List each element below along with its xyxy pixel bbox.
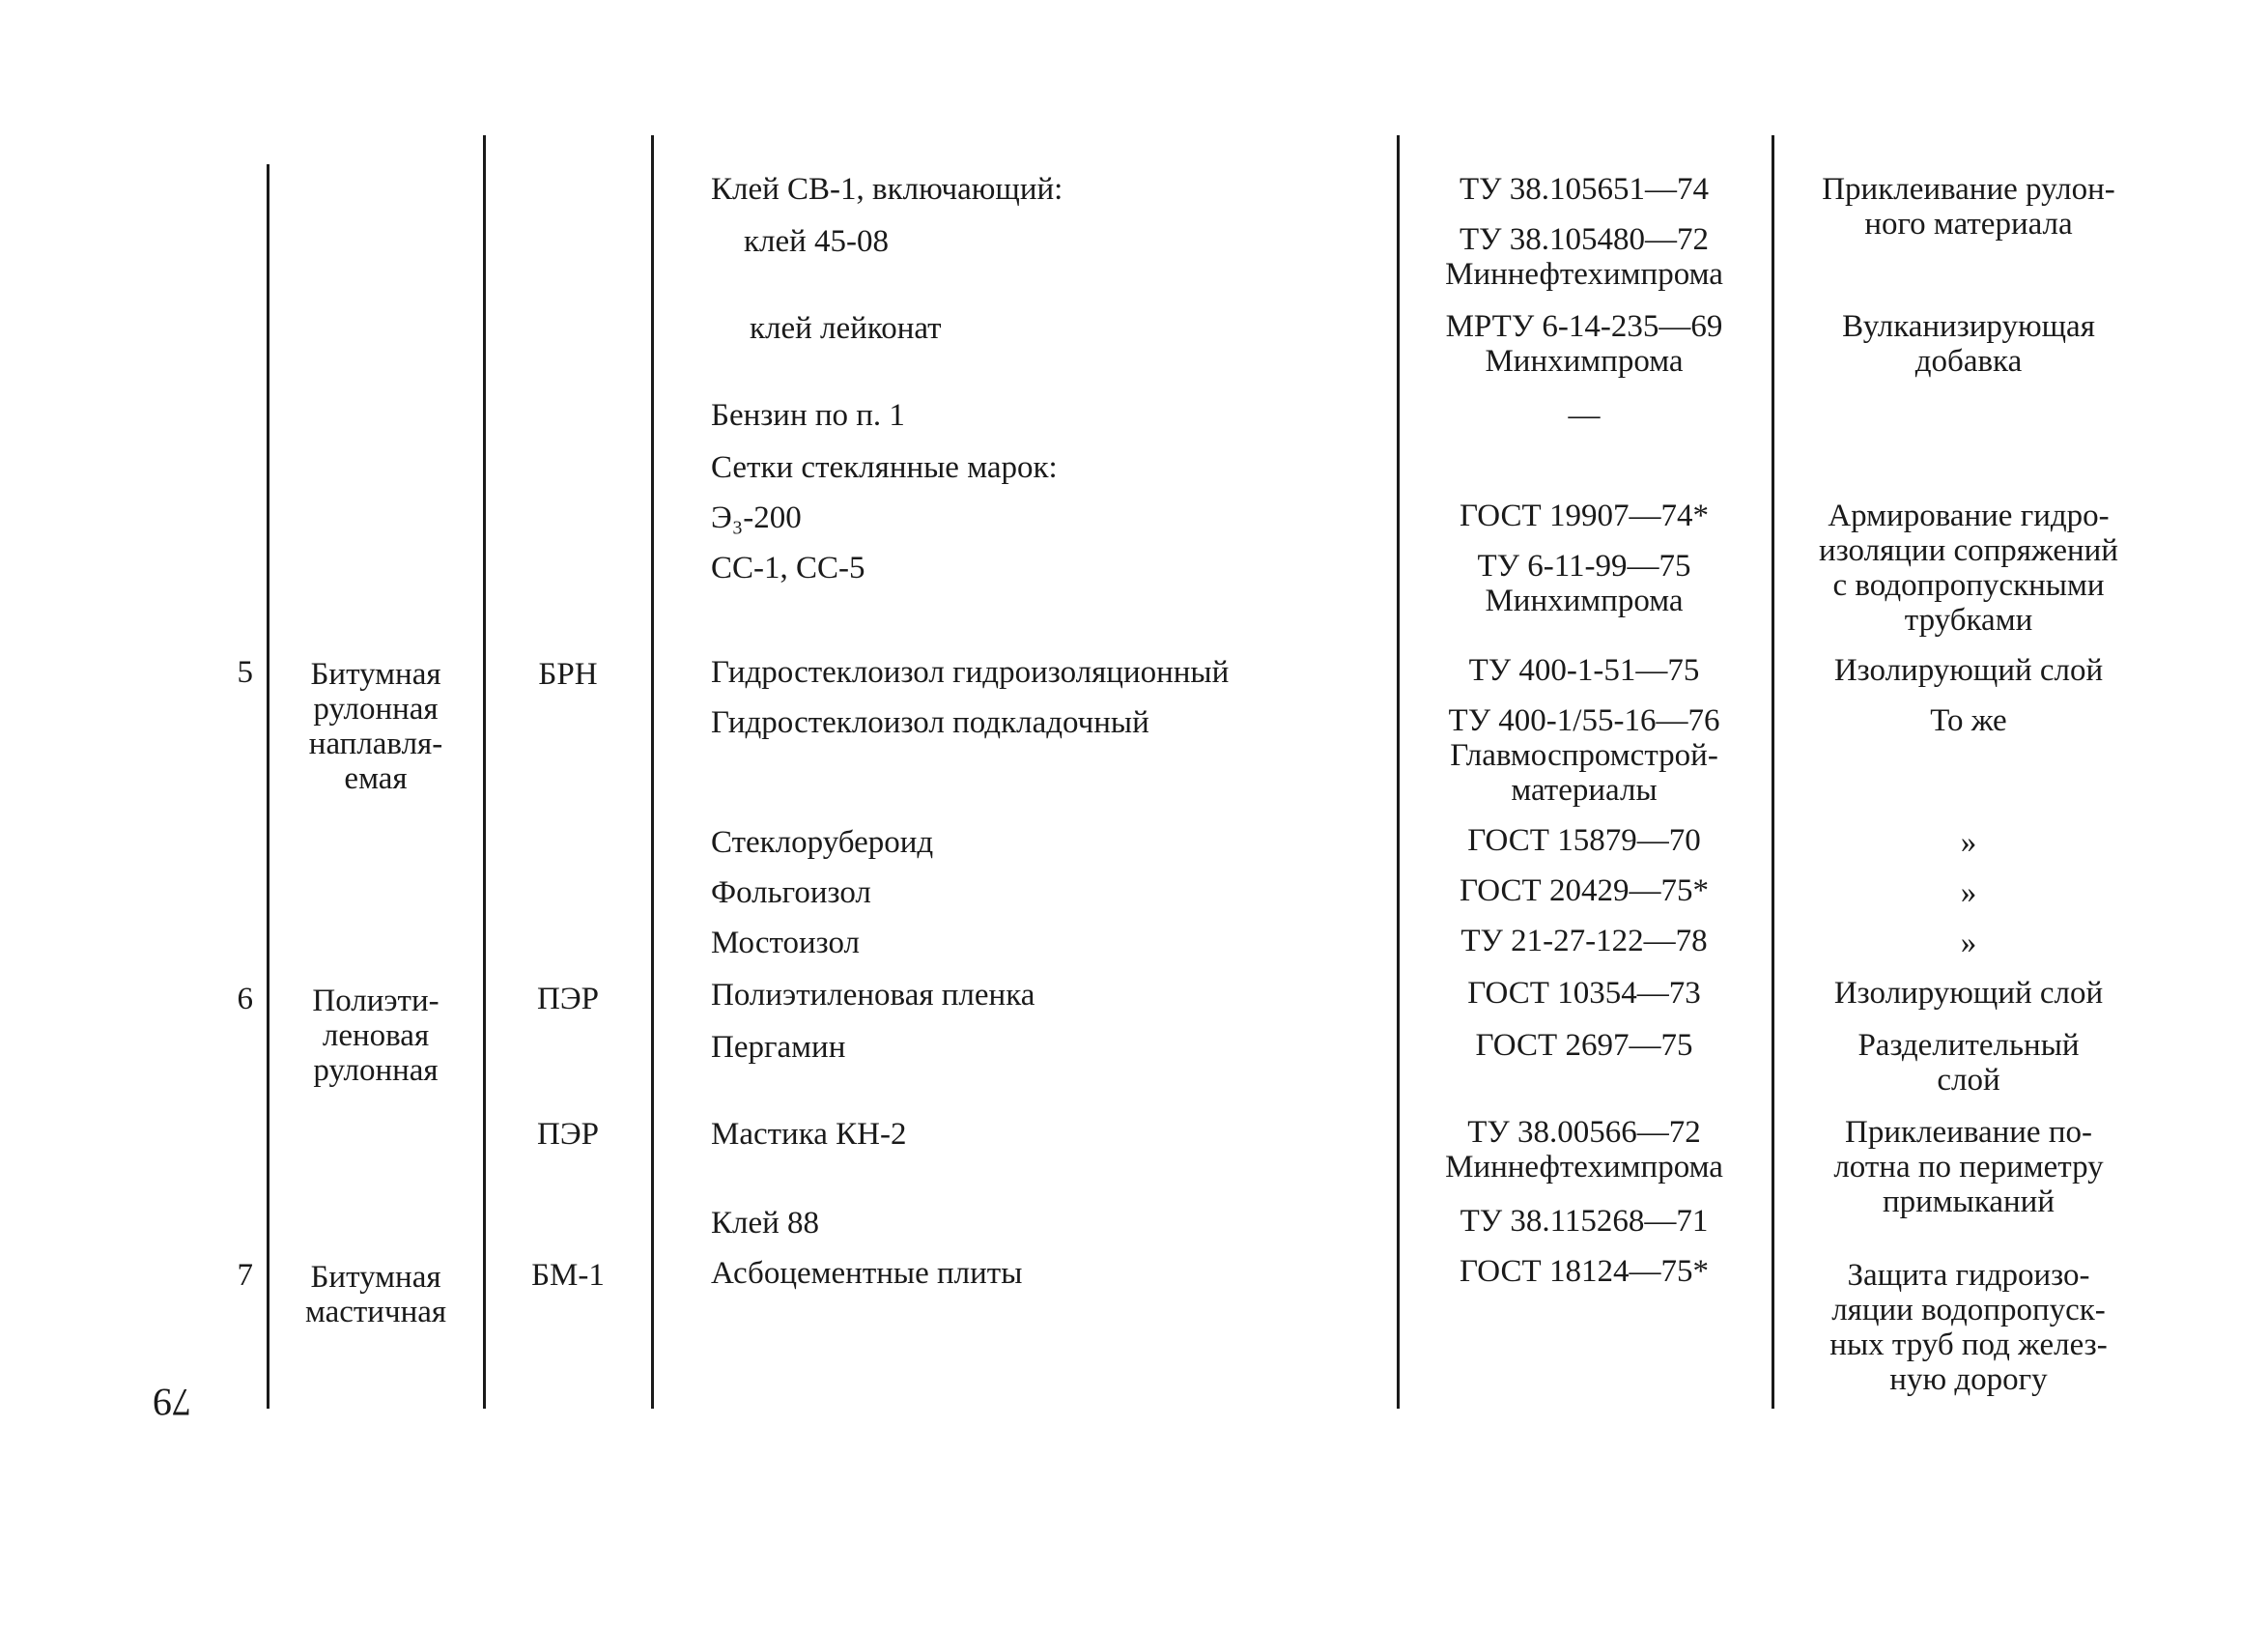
purpose-text: Изолирующий слой [1833, 653, 2104, 688]
standard-text: ТУ 38.105651—74 [1459, 172, 1710, 207]
standard-text: ГОСТ 19907—74* [1460, 499, 1709, 533]
standard-text: ТУ 38.105480—72 [1459, 222, 1710, 257]
column-rule [483, 135, 486, 1409]
type-text: Полиэти- [312, 984, 439, 1018]
row-number: 6 [237, 982, 253, 1016]
purpose-text: ных труб под желез- [1829, 1327, 2108, 1362]
material-text: клей 45-08 [744, 224, 890, 259]
standard-text: ГОСТ 20429—75* [1460, 873, 1709, 908]
standard-text: ТУ 21-27-122—78 [1460, 924, 1708, 958]
standard-text: Главмоспромстрой- [1450, 738, 1718, 773]
standard-text: ТУ 38.115268—71 [1460, 1204, 1709, 1239]
material-text: Клей 88 [711, 1206, 820, 1241]
standard-text: ГОСТ 10354—73 [1467, 976, 1701, 1011]
material-text: клей лейконат [750, 311, 942, 346]
material-text: Мастика КН-2 [711, 1117, 907, 1152]
column-rule [1772, 135, 1774, 1409]
type-text: емая [344, 761, 408, 796]
type-text: рулонная [313, 692, 439, 727]
standard-text: ГОСТ 2697—75 [1475, 1028, 1693, 1063]
standard-text: ТУ 400-1/55-16—76 [1448, 703, 1720, 738]
code-text: ПЭР [537, 1117, 599, 1152]
column-rule [651, 135, 654, 1409]
standard-text: материалы [1511, 773, 1658, 808]
standard-text: ГОСТ 18124—75* [1460, 1254, 1709, 1289]
purpose-text: трубками [1904, 603, 2033, 638]
standard-text: ТУ 6-11-99—75 [1477, 549, 1691, 584]
material-text: СС-1, СС-5 [711, 551, 865, 585]
purpose-text: » [1960, 875, 1977, 910]
row-number: 5 [237, 655, 253, 690]
material-text: Полиэтиленовая пленка [711, 978, 1035, 1013]
material-text: Бензин по п. 1 [711, 398, 905, 433]
type-text: Битумная [310, 1260, 441, 1295]
standard-text: МРТУ 6-14-235—69 [1445, 309, 1723, 344]
material-text: Асбоцементные плиты [711, 1256, 1023, 1291]
purpose-text: слой [1937, 1063, 2000, 1098]
purpose-text: лотна по периметру [1833, 1150, 2104, 1185]
material-text: Клей СВ-1, включающий: [711, 172, 1063, 207]
type-text: Битумная [310, 657, 441, 692]
code-text: ПЭР [537, 982, 599, 1016]
purpose-text: Изолирующий слой [1833, 976, 2104, 1011]
purpose-text: ную дорогу [1889, 1362, 2048, 1397]
material-text: Гидростеклоизол подкладочный [711, 705, 1149, 740]
material-text: Сетки стеклянные марок: [711, 450, 1058, 485]
material-text: Пергамин [711, 1030, 846, 1065]
standard-text: ТУ 400-1-51—75 [1468, 653, 1700, 688]
purpose-text: ляции водопропуск- [1831, 1293, 2106, 1327]
purpose-text: добавка [1914, 344, 2023, 379]
code-text: БМ-1 [531, 1258, 605, 1293]
column-rule [267, 385, 269, 1409]
standard-text: Миннефтехимпрома [1445, 257, 1723, 292]
purpose-text: Армирование гидро- [1828, 499, 2110, 533]
type-text: мастичная [304, 1295, 447, 1329]
column-rule [1397, 135, 1400, 1409]
code-text: БРН [538, 657, 598, 692]
standard-text: Минхимпрома [1485, 584, 1684, 618]
material-text: Э₃-200 [711, 500, 802, 535]
purpose-text: ного материала [1864, 207, 2073, 242]
material-text: Гидростеклоизол гидроизоляционный [711, 655, 1230, 690]
purpose-text: с водопропускными [1832, 568, 2105, 603]
purpose-text: Защита гидроизо- [1847, 1258, 2090, 1293]
page-number: 79 [153, 1381, 191, 1424]
standard-text: ТУ 38.00566—72 [1467, 1115, 1701, 1150]
purpose-text: То же [1930, 703, 2007, 738]
purpose-text: примыканий [1882, 1185, 2055, 1219]
material-text: Стеклорубероид [711, 825, 934, 860]
type-text: рулонная [313, 1053, 439, 1088]
type-text: леновая [322, 1018, 430, 1053]
purpose-text: изоляции сопряжений [1819, 533, 2118, 568]
purpose-text: Приклеивание рулон- [1822, 172, 2115, 207]
purpose-text: » [1960, 926, 1977, 960]
purpose-text: Приклеивание по- [1845, 1115, 2092, 1150]
row-number: 7 [237, 1258, 253, 1293]
standard-text: Минхимпрома [1485, 344, 1684, 379]
standard-text: Миннефтехимпрома [1445, 1150, 1723, 1185]
type-text: наплавля- [308, 727, 443, 761]
purpose-text: » [1960, 825, 1977, 860]
purpose-text: Разделительный [1857, 1028, 2080, 1063]
material-text: Мостоизол [711, 926, 861, 960]
purpose-text: Вулканизирующая [1842, 309, 2095, 344]
standard-text: — [1568, 398, 1601, 433]
standard-text: ГОСТ 15879—70 [1467, 823, 1701, 858]
material-text: Фольгоизол [711, 875, 871, 910]
